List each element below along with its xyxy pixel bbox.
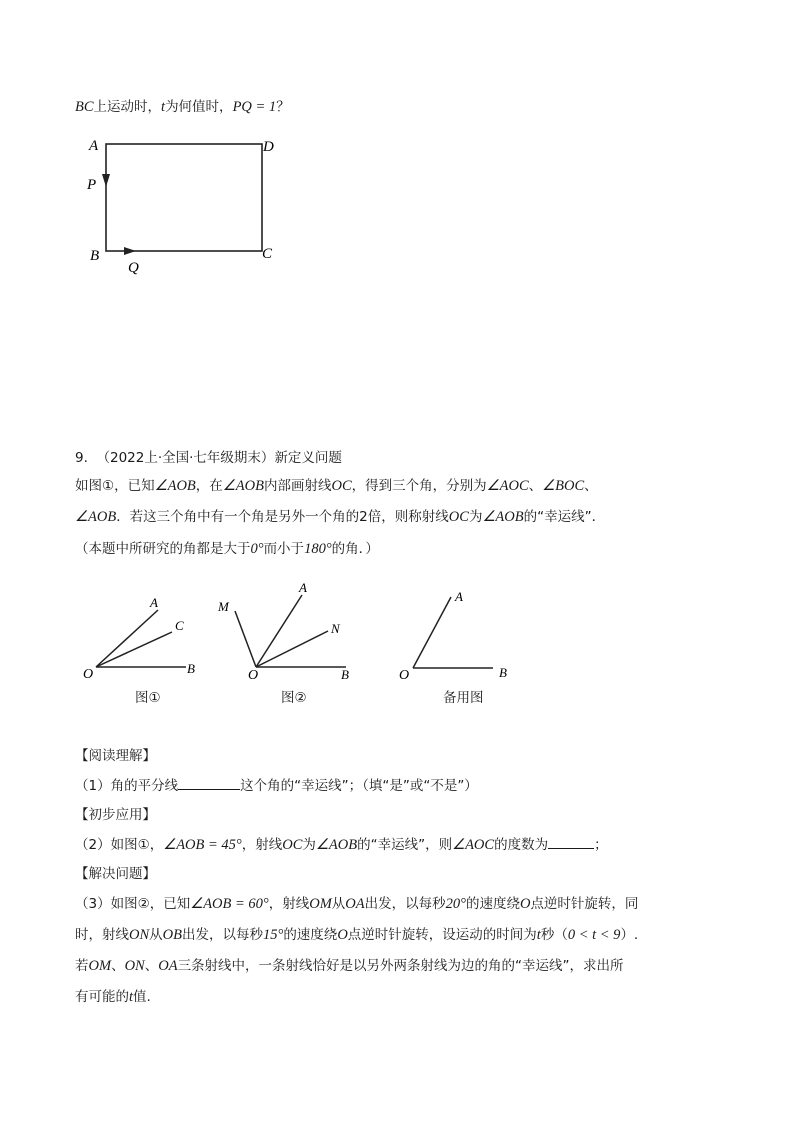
fig1-label-b: B xyxy=(187,661,195,676)
label-a: A xyxy=(89,138,99,154)
figure-spare-caption: 备用图 xyxy=(443,690,484,706)
question-title: 新定义问题 xyxy=(274,450,342,466)
arrow-q-right xyxy=(124,247,136,255)
ray-oa xyxy=(96,610,158,667)
figure-1-caption: 图① xyxy=(135,690,161,706)
fig3-label-b: B xyxy=(499,665,507,680)
section-reading-q1: （1）角的平分线 这个角的“幸运线”；（填“是”或“不是”） xyxy=(75,778,478,794)
section-solve-line3: 若OM、ON、OA三条射线中，一条射线恰好是以另外两条射线为边的角的“幸运线”，求出所 xyxy=(75,958,624,974)
label-b: B xyxy=(90,248,100,264)
question-9-para1: 如图①，已知∠AOB，在∠AOB内部画射线OC，得到三个角，分别为∠AOC、∠BOC、 xyxy=(75,478,598,494)
ray-om xyxy=(235,611,256,667)
section-application-q2: （2）如图①，∠AOB = 45°，射线OC为∠AOB的“幸运线”，则∠AOC的度数为 ； xyxy=(75,837,608,853)
rectangle-figure xyxy=(80,132,290,282)
fig2-label-m: M xyxy=(218,599,229,614)
ray-oa xyxy=(413,597,451,668)
section-solve-line2: 时，射线ON从OB出发，以每秒15°的速度绕O点逆时针旋转，设运动的时间为t秒（0 < t < 9）. xyxy=(75,927,639,943)
label-d: D xyxy=(263,139,274,155)
fig2-label-a: A xyxy=(299,580,307,595)
label-q: Q xyxy=(128,260,139,276)
fig1-label-c: C xyxy=(175,618,184,633)
question-9-note: （本题中所研究的角都是大于0°而小于180°的角．） xyxy=(75,541,379,557)
fig2-label-o: O xyxy=(248,668,259,683)
question-9-para2: ∠AOB．若这三个角中有一个角是另外一个角的2倍，则称射线OC为∠AOB的“幸运线”． xyxy=(75,509,606,525)
fig1-label-a: A xyxy=(150,595,158,610)
ray-oc xyxy=(96,632,172,667)
rectangle-abcd xyxy=(106,144,262,251)
question-source: （2022上·全国·七年级期末） xyxy=(96,450,275,466)
prev-question-tail: BC上运动时，t为何值时，PQ = 1？ xyxy=(75,99,290,115)
arrow-p-down xyxy=(102,174,110,187)
label-c: C xyxy=(262,246,273,262)
figure-2 xyxy=(210,575,360,685)
label-p: P xyxy=(87,177,97,193)
figure-2-caption: 图② xyxy=(281,690,307,706)
fig2-label-b: B xyxy=(341,667,349,682)
section-application-heading: 【初步应用】 xyxy=(75,807,156,823)
answer-blank-1[interactable] xyxy=(178,777,240,790)
fig2-label-n: N xyxy=(331,621,340,636)
pq-equation: PQ = 1 xyxy=(232,99,277,115)
figure-spare xyxy=(395,585,525,685)
section-reading-heading: 【阅读理解】 xyxy=(75,748,156,764)
segment-bc: BC xyxy=(75,99,94,115)
section-solve-heading: 【解决问题】 xyxy=(75,866,156,882)
answer-blank-2[interactable] xyxy=(548,836,594,849)
section-solve-line4: 有可能的t值. xyxy=(75,989,151,1005)
question-number: 9. xyxy=(75,450,88,466)
fig1-label-o: O xyxy=(83,667,94,682)
fig3-label-a: A xyxy=(455,589,463,604)
fig3-label-o: O xyxy=(399,668,410,683)
figure-1 xyxy=(80,590,210,685)
section-solve-line1: （3）如图②，已知∠AOB = 60°，射线OM从OA出发，以每秒20°的速度绕O点逆时针旋转，同 xyxy=(75,896,639,912)
question-9-header xyxy=(75,448,342,468)
